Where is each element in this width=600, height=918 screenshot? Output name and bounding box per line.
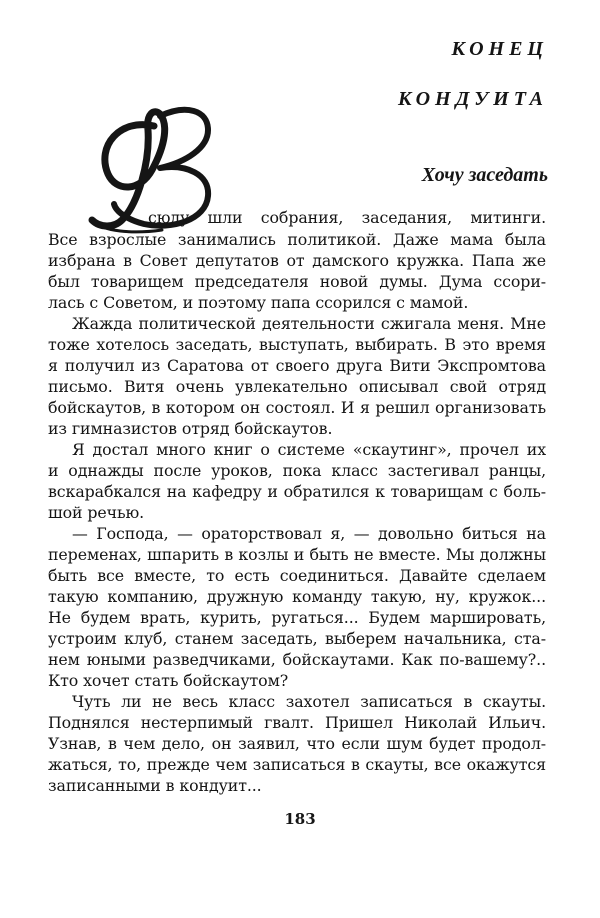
text-line: такую компанию, дружную команду такую, ну, кружок...: [48, 587, 546, 606]
text-line: Я достал много книг о системе «скаутинг», прочел их: [72, 440, 546, 459]
text-line: устроим клуб, станем заседать, выберем начальника, ста-: [48, 629, 546, 648]
text-line: Все взрослые занимались политикой. Даже мама была: [48, 230, 546, 249]
text-line: Узнав, в чем дело, он заявил, что если шум будет продол-: [48, 734, 546, 753]
text-line: и однажды после уроков, пока класс застегивал ранцы,: [48, 461, 546, 480]
text-line: переменах, шпарить в козлы и быть не вместе. Мы должны: [48, 545, 546, 564]
text-line: сюду шли собрания, заседания, митинги.: [148, 208, 546, 227]
section-subtitle: Хочу заседать: [421, 164, 548, 186]
text-line: жаться, то, прежде чем записаться в скауты, все окажутся: [48, 755, 546, 774]
text-line: я получил из Саратова от своего друга Вити Экспромтова: [48, 356, 546, 375]
text-line: нем юными разведчиками, бойскаутами. Как по-вашему?..: [48, 650, 546, 669]
text-line: вскарабкался на кафедру и обратился к товарищам с боль-: [48, 482, 546, 501]
text-line: Кто хочет стать бойскаутом?: [48, 671, 289, 690]
page-number: 183: [284, 810, 316, 828]
text-line: шой речью.: [48, 503, 145, 522]
text-line: тоже хотелось заседать, выступать, выбирать. В это время: [48, 335, 546, 354]
chapter-title-line-1: КОНЕЦ: [451, 38, 548, 60]
text-line: Поднялся нестерпимый гвалт. Пришел Николай Ильич.: [48, 713, 546, 732]
chapter-title-line-2: КОНДУИТА: [397, 88, 548, 110]
text-line: из гимназистов отряд бойскаутов.: [48, 419, 333, 438]
text-line: Жажда политической деятельности сжигала меня. Мне: [72, 314, 546, 333]
text-line: — Господа, — ораторствовал я, — довольно биться на: [72, 524, 546, 543]
text-line: был товарищем председателя новой думы. Дума ссори-: [48, 272, 546, 291]
text-line: письмо. Витя очень увлекательно описывал свой отряд: [48, 377, 546, 396]
text-line: Не будем врать, курить, ругаться... Будем маршировать,: [48, 608, 546, 627]
text-line: быть все вместе, то есть соединиться. Давайте сделаем: [48, 566, 546, 585]
text-line: записанными в кондуит...: [48, 776, 262, 795]
text-line: избрана в Совет депутатов от дамского кружка. Папа же: [48, 251, 546, 270]
text-line: бойскаутов, в котором он состоял. И я решил организовать: [48, 398, 546, 417]
text-line: лась с Советом, и поэтому папа ссорился с мамой.: [48, 293, 469, 312]
text-line: Чуть ли не весь класс захотел записаться в скауты.: [72, 692, 546, 711]
